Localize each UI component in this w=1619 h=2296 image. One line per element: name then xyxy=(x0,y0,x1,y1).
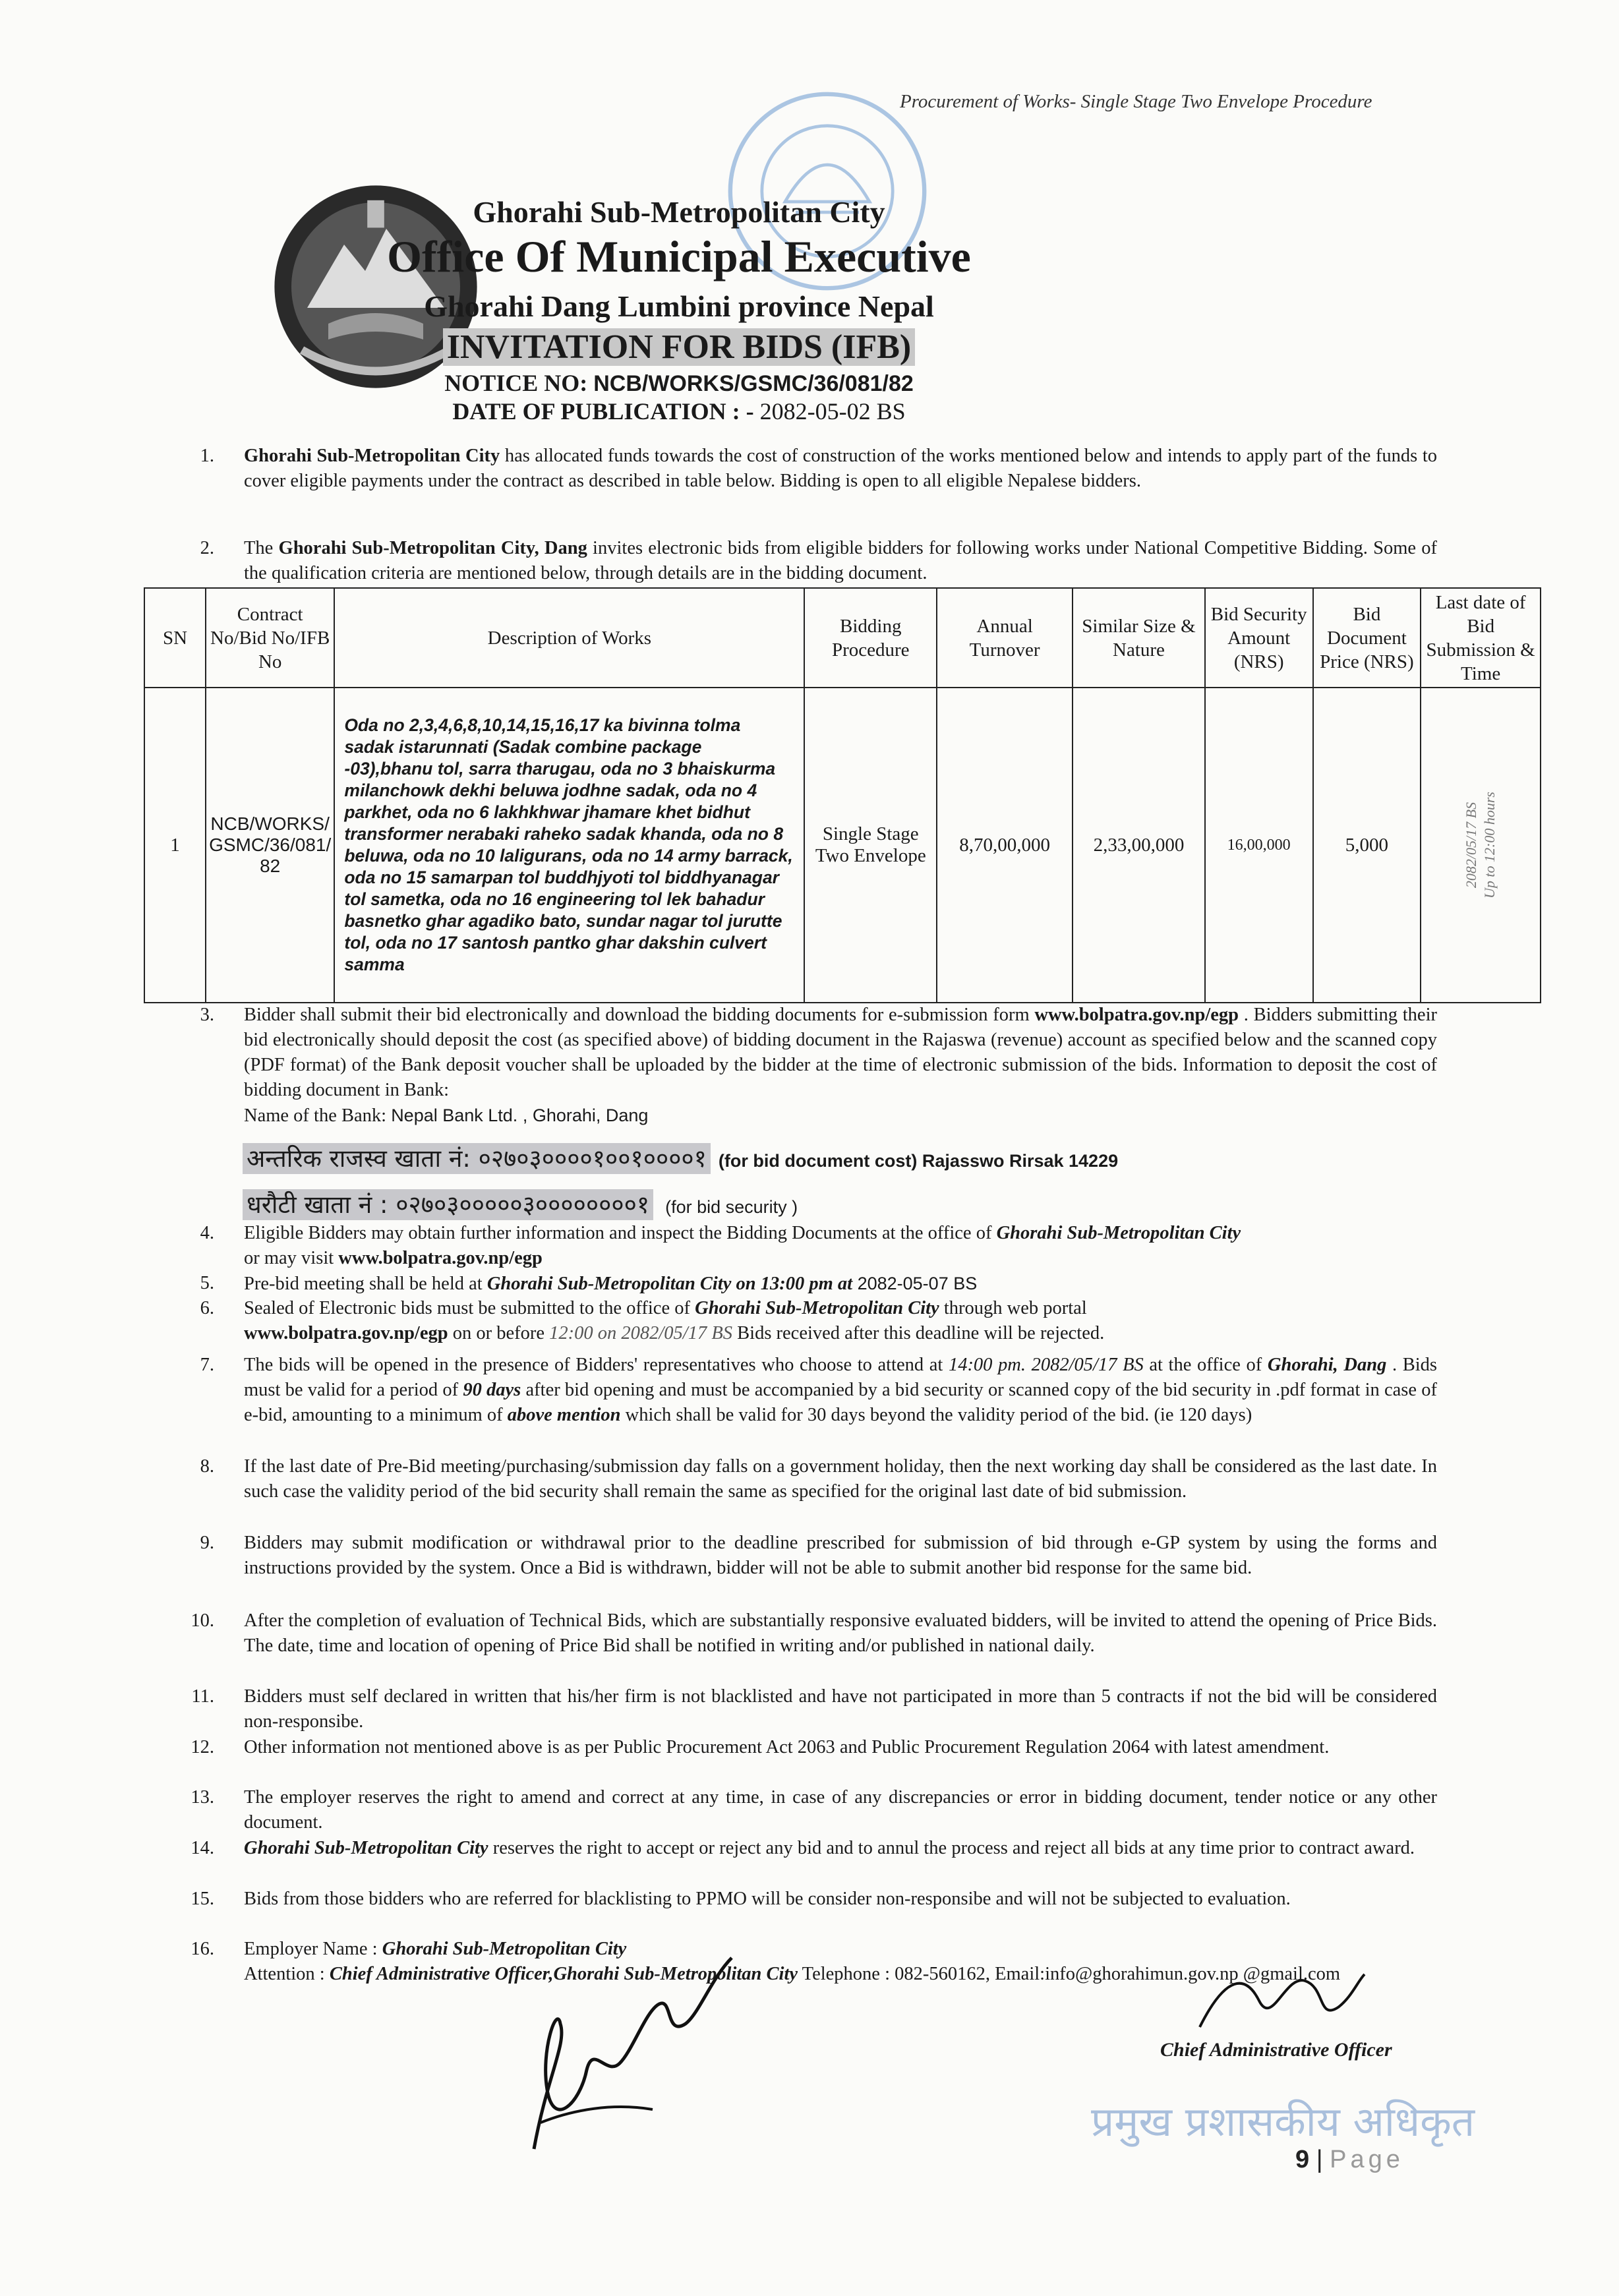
clause-15: 15. Bids from those bidders who are referred for blacklisting to PPMO will be consider non-responsibe and will not be subjected to evaluation. xyxy=(191,1889,1291,1909)
cell-doc-price: 5,000 xyxy=(1313,688,1421,1003)
clause-13: 13. The employer reserves the right to amend and correct at any time, in case of any discrepancies or error in bidding document, tender notice or any other document. xyxy=(191,1787,1437,1833)
bolpatra-link[interactable]: www.bolpatra.gov.np/egp xyxy=(1034,1005,1239,1025)
clause-9: 9. Bidders may submit modification or withdrawal prior to the deadline prescribed for submission of bid through e-GP system by using the forms and instructions provided by the system. Once a Bid is withdrawn, bidder will not be able to submit another bid response for the same bid. xyxy=(200,1533,1437,1578)
header-sn: SN xyxy=(144,588,206,688)
bolpatra-link[interactable]: www.bolpatra.gov.np/egp xyxy=(338,1248,543,1268)
notice-number: NCB/WORKS/GSMC/36/081/82 xyxy=(593,371,914,396)
header-procedure: Bidding Procedure xyxy=(804,588,937,688)
last-date: 2082/05/17 BS xyxy=(1463,802,1480,888)
header-description: Description of Works xyxy=(334,588,804,688)
clause-1: 1. Ghorahi Sub-Metropolitan City has allocated funds towards the cost of construction of the works mentioned below and intends to apply part of the funds to cover eligible payments under the contract as described in table below. Bidding is open to all eligible Nepalese bidders. xyxy=(200,446,1437,491)
deposit-account: धरौटी खाता नं : ०२७०३०००००३००००००००१ xyxy=(243,1189,653,1220)
clause-12: 12. Other information not mentioned above is as per Public Procurement Act 2063 and Public Procurement Regulation 2064 with latest amendment. xyxy=(191,1737,1330,1757)
header-doc-price: Bid Document Price (NRS) xyxy=(1313,588,1421,688)
revenue-account: अन्तरिक राजस्व खाता नं: ०२७०३००००१००१००००१ xyxy=(243,1143,711,1174)
office-address: Ghorahi Dang Lumbini province Nepal xyxy=(424,289,934,323)
clause-7: 7. The bids will be opened in the presence of Bidders' representatives who choose to attend at 14:00 pm. 2082/05/17 BS at the office of Ghorahi, Dang . Bids must be valid for a period of 90 days after bid opening and must be accompanied by a bid security or scanned copy of the bid security in .pdf format in case of e-bid, amounting to a minimum of above mention which shall be valid for 30 days beyond the validity period of the bid. (ie 120 days) xyxy=(200,1355,1437,1425)
clause-14: 14. Ghorahi Sub-Metropolitan City reserves the right to accept or reject any bid and to annul the process and reject all bids at any time prior to contract award. xyxy=(191,1838,1415,1858)
publication-date-line xyxy=(224,397,1134,425)
date-label: DATE OF PUBLICATION : - xyxy=(452,398,760,425)
clause-11: 11. Bidders must self declared in written that his/her firm is not blacklisted and have not participated in more than 5 contracts if not the bid will be considered non-responsibe. xyxy=(191,1686,1437,1732)
office-name: Office Of Municipal Executive xyxy=(387,231,971,281)
header-contract-no: Contract No/Bid No/IFB No xyxy=(206,588,334,688)
table-header-row xyxy=(144,588,1541,688)
clause-10: 10. After the completion of evaluation of Technical Bids, which are substantially responsive evaluated bidders, will be invited to attend the opening of Price Bids. The date, time and location of opening of Price Bid shall be notified in writing and/or published in national daily. xyxy=(191,1610,1437,1656)
cell-last-date xyxy=(1421,688,1541,1003)
handwritten-signature-left xyxy=(521,1945,758,2175)
clause-4: 4. Eligible Bidders may obtain further information and inspect the Bidding Documents at the office of Ghorahi Sub-Metropolitan City or may visit www.bolpatra.gov.np/egp xyxy=(200,1223,1241,1268)
page-number: 9 | Page xyxy=(1295,2146,1404,2173)
cell-security: 16,00,000 xyxy=(1205,688,1313,1003)
cell-contract-no: NCB/WORKS/GSMC/36/081/82 xyxy=(206,688,334,1003)
revenue-note: (for bid document cost) Rajasswo Rirsak 14229 xyxy=(718,1151,1119,1171)
cell-turnover: 8,70,00,000 xyxy=(937,688,1073,1003)
notice-label: NOTICE NO: xyxy=(444,370,594,396)
signatory-title: Chief Administrative Officer xyxy=(1160,2039,1392,2061)
clause-2: 2. The Ghorahi Sub-Metropolitan City, Dang invites electronic bids from eligible bidders for following works under National Competitive Bidding. Some of the qualification criteria are mentioned below, through details are in the bidding document. xyxy=(200,538,1437,583)
procedure-header: Procurement of Works- Single Stage Two Envelope Procedure xyxy=(900,91,1372,112)
revenue-account-line xyxy=(243,1140,1118,1174)
publication-date: 2082-05-02 BS xyxy=(759,398,906,425)
clause-16: 16. Employer Name : Ghorahi Sub-Metropolitan City Attention : Chief Administrative Officer,Ghorahi Sub-Metropolitan City Telephone : 082-560162, Email:info@ghorahimun.gov.np @gmail.com xyxy=(191,1939,1341,1984)
header-last-date: Last date of Bid Submission & Time xyxy=(1421,588,1541,688)
cell-procedure: Single Stage Two Envelope xyxy=(804,688,937,1003)
notice-number-line xyxy=(224,369,1134,397)
bids-table xyxy=(144,587,1541,1003)
clause-6: 6. Sealed of Electronic bids must be submitted to the office of Ghorahi Sub-Metropolitan City through web portal www.bolpatra.gov.np/egp on or before 12:00 on 2082/05/17 BS Bids received after this deadline will be rejected. xyxy=(200,1298,1105,1343)
cell-sn: 1 xyxy=(144,688,206,1003)
clause-5: 5. Pre-bid meeting shall be held at Ghorahi Sub-Metropolitan City on 13:00 pm at 2082-05-07 BS xyxy=(200,1273,978,1294)
clause-3: 3. Bidder shall submit their bid electronically and download the bidding documents for e-submission form www.bolpatra.gov.np/egp . Bidders submitting their bid electronically should deposit the cost (as specified above) of bidding document in the Rajaswa (revenue) account as specified below and the scanned copy (PDF format) of the Bank deposit voucher shall be uploaded by the bidder at the time of electronic submission of the bids. Information to deposit the cost of bidding document in Bank: Name of the Bank: Nepal Bank Ltd. , Ghorahi, Dang xyxy=(200,1005,1437,1126)
official-stamp-text: प्रमुख प्रशासकीय अधिकृत xyxy=(1091,2098,1475,2146)
header-security: Bid Security Amount (NRS) xyxy=(1205,588,1313,688)
cell-similar: 2,33,00,000 xyxy=(1073,688,1205,1003)
deposit-account-line xyxy=(243,1187,798,1220)
cell-description: Oda no 2,3,4,6,8,10,14,15,16,17 ka bivinna tolma sadak istarunnati (Sadak combine package -03),bhanu tol, sarra tharugau, oda no 3 bhaiskurma milanchowk dekhi beluwa jodhne sadak, oda no 4 parkhet, oda no 6 lakhkhwar jhamare khet bidhut transformer nerabaki raheko sadak khanda, oda no 8 beluwa, oda no 10 laligurans, oda no 14 army barrack, oda no 15 samarpan tol buddhjyoti tol biddhyanagar tol sametka, oda no 16 engineering tol lek bahadur basnetko ghar agadiko bato, sundar nagar tol jurutte tol, oda no 17 santosh pantko ghar dakshin culvert samma xyxy=(334,688,804,1003)
bolpatra-link[interactable]: www.bolpatra.gov.np/egp xyxy=(244,1323,448,1343)
header-turnover: Annual Turnover xyxy=(937,588,1073,688)
handwritten-signature-right xyxy=(1187,1961,1371,2040)
table-row xyxy=(144,688,1541,1003)
ifb-title: INVITATION FOR BIDS (IFB) xyxy=(443,328,916,366)
deposit-note: (for bid security ) xyxy=(665,1197,798,1217)
last-time: Up to 12:00 hours xyxy=(1481,791,1498,898)
city-name: Ghorahi Sub-Metropolitan City xyxy=(473,195,885,229)
clause-8: 8. If the last date of Pre-Bid meeting/purchasing/submission day falls on a government holiday, then the next working day shall be considered as the last date. In such case the validity period of the bid security shall remain the same as specified for the original last date of bid submission. xyxy=(200,1456,1437,1502)
header-similar: Similar Size & Nature xyxy=(1073,588,1205,688)
